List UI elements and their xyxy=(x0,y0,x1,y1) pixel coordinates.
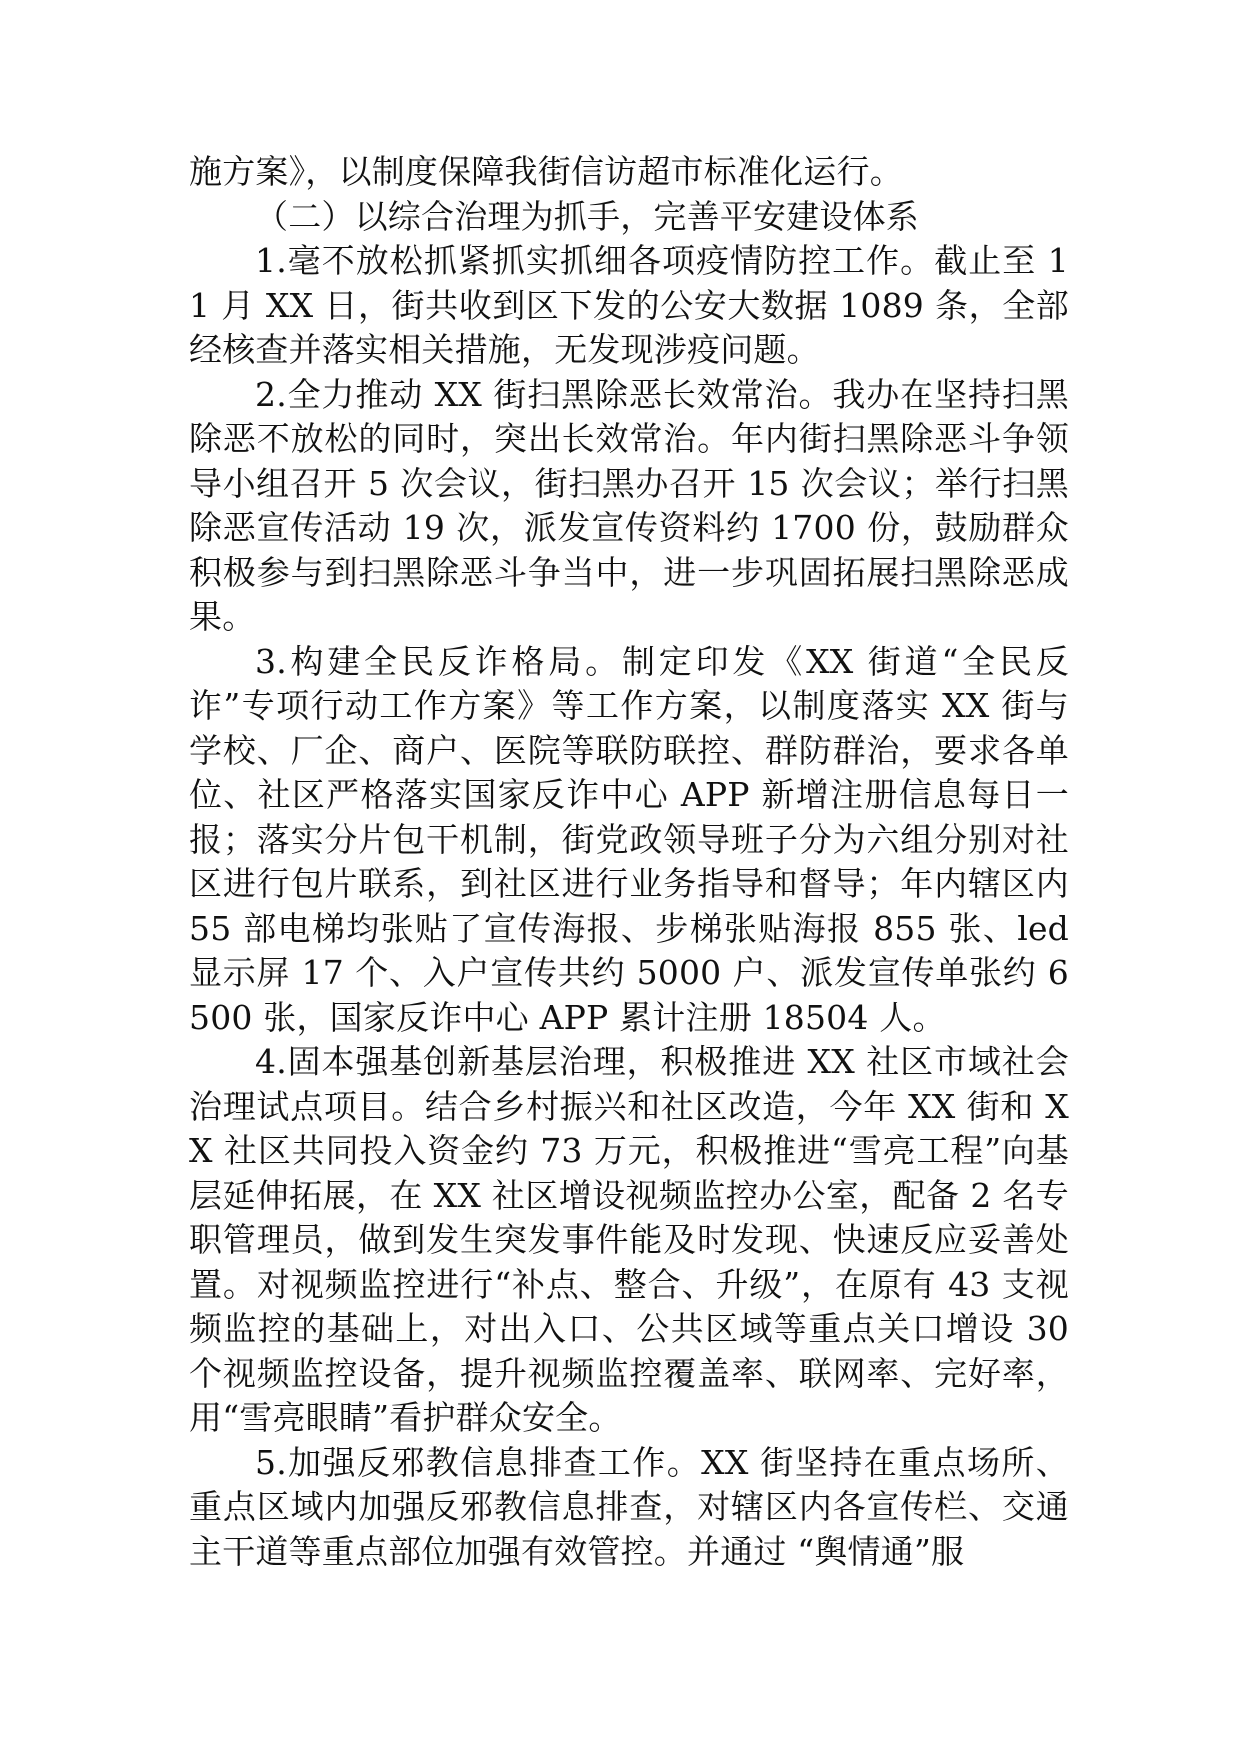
paragraph-anti-gang: 2.全力推动 XX 街扫黑除恶长效常治。我办在坚持扫黑除恶不放松的同时，突出长效常治。年内街扫黑除恶斗争领导小组召开 5 次会议，街扫黑办召开 15 次会议；举行扫黑除恶宣传活动 19 次，派发宣传资料约 1700 份，鼓励群众积极参与到扫黑除恶斗争当中，进一步巩固拓展扫黑除恶成果。 xyxy=(189,374,1069,636)
paragraph-grassroots-governance: 4.固本强基创新基层治理，积极推进 XX 社区市域社会治理试点项目。结合乡村振兴和社区改造，今年 XX 街和 XX 社区共同投入资金约 73 万元，积极推进“雪亮工程”向基层延伸拓展，在 XX 社区增设视频监控办公室，配备 2 名专职管理员，做到发生突发事件能及时发现、快速反应妥善处置。对视频监控进行“补点、整合、升级”，在原有 43 支视频监控的基础上，对出入口、公共区域等重点关口增设 30 个视频监控设备，提升视频监控覆盖率、联网率、完好率，用“雪亮眼睛”看护群众安全。 xyxy=(189,1042,1069,1437)
continuation-paragraph: 施方案》，以制度保障我街信访超市标准化运行。 xyxy=(189,152,903,191)
paragraph-anti-cult: 5.加强反邪教信息排查工作。XX 街坚持在重点场所、重点区域内加强反邪教信息排查，对辖区内各宣传栏、交通主干道等重点部位加强有效管控。并通过 “舆情通”服 xyxy=(189,1442,1069,1571)
document-page xyxy=(189,150,1069,1574)
paragraph-anti-fraud: 3.构建全民反诈格局。制定印发《XX 街道“全民反诈”专项行动工作方案》等工作方案，以制度落实 XX 街与学校、厂企、商户、医院等联防联控、群防群治，要求各单位、社区严格落实国家反诈中心 APP 新增注册信息每日一报；落实分片包干机制，街党政领导班子分为六组分别对社区进行包片联系，到社区进行业务指导和督导；年内辖区内 55 部电梯均张贴了宣传海报、步梯张贴海报 855 张、led 显示屏 17 个、入户宣传共约 5000 户、派发宣传单张约 6500 张，国家反诈中心 APP 累计注册 18504 人。 xyxy=(189,641,1069,1037)
section-heading: （二）以综合治理为抓手，完善平安建设体系 xyxy=(255,196,919,236)
paragraph-epidemic-prevention: 1.毫不放松抓紧抓实抓细各项疫情防控工作。截止至 11 月 XX 日，街共收到区下发的公安大数据 1089 条，全部经核查并落实相关措施，无发现涉疫问题。 xyxy=(189,241,1069,369)
